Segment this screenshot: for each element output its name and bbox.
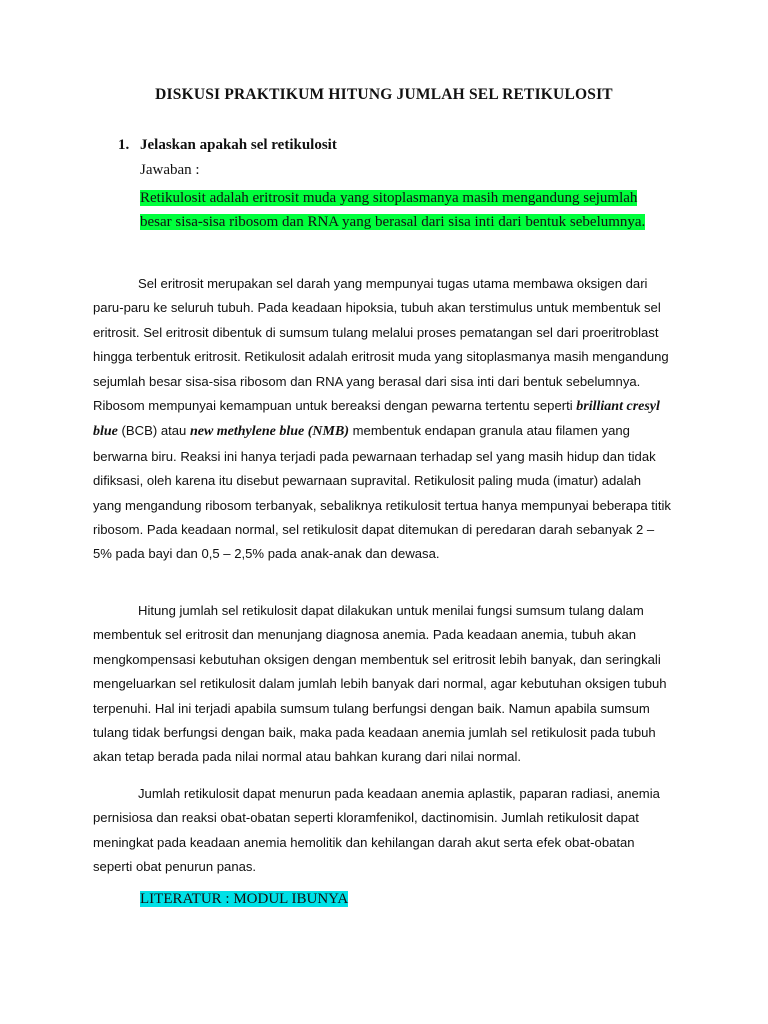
question-number: 1. — [118, 137, 130, 153]
paragraph-1-italic-2: new methylene blue (NMB) — [189, 424, 349, 440]
literature-text: LITERATUR : MODUL IBUNYA — [140, 891, 349, 907]
paragraph-2 — [93, 599, 673, 770]
document-title: DISKUSI PRAKTIKUM HITUNG JUMLAH SEL RETIKULOSIT — [155, 86, 613, 103]
paragraph-1-part-2: (BCB) atau — [121, 423, 187, 439]
paragraph-3 — [93, 782, 673, 880]
answer-label: Jawaban : — [140, 162, 200, 178]
answer-line-1: Retikulosit adalah eritrosit muda yang sitoplasmanya masih mengandung sejumlah — [140, 190, 638, 206]
paragraph-1 — [93, 272, 673, 567]
paragraph-3-text: Jumlah retikulosit dapat menurun pada keadaan anemia aplastik, paparan radiasi, anemia pernisiosa dan reaksi obat-obatan seperti kloramfenikol, dactinomisin. Jumlah retikulosit dapat meningkat pada keadaan anemia hemolitik dan kehilangan darah akut serta efek obat-obatan seperti obat penurun panas. — [93, 786, 660, 875]
paragraph-1-part-3: membentuk endapan granula atau filamen yang berwarna biru. — [93, 423, 630, 464]
answer-line-2: besar sisa-sisa ribosom dan RNA yang berasal dari sisa inti dari bentuk sebelumnya. — [140, 214, 646, 230]
question-text: Jelaskan apakah sel retikulosit — [140, 137, 337, 153]
literature-reference — [140, 891, 348, 908]
answer-text — [140, 186, 675, 234]
paragraph-1-part-1: Sel eritrosit merupakan sel darah yang mempunyai tugas utama membawa oksigen dari paru-paru ke seluruh tubuh. Pada keadaan hipoksia, tubuh akan terstimulus untuk membentuk sel eritrosit. Sel eritrosit dibentuk di sumsum tulang melalui proses pematangan sel dari proeritroblast hingga terbentuk eritrosit. Retikulosit adalah eritrosit muda yang sitoplasmanya masih mengandung sejumlah besar sisa-sisa ribosom dan RNA yang berasal dari sisa inti dari bentuk sebelumnya. Ribosom mempunyai kemampuan untuk bereaksi dengan pewarna tertentu seperti — [93, 276, 669, 414]
paragraph-1-italic-1: brilliant cresyl blue — [93, 399, 660, 440]
paragraph-2-text: Hitung jumlah sel retikulosit dapat dilakukan untuk menilai fungsi sumsum tulang dalam membentuk sel eritrosit dan menunjang diagnosa anemia. Pada keadaan anemia, tubuh akan mengkompensasi kebutuhan oksigen dengan membentuk sel eritrosit lebih banyak, dan seringkali mengeluarkan sel retikulosit dalam jumlah lebih banyak dari normal, agar kebutuhan oksigen tubuh terpenuhi. Hal ini terjadi apabila sumsum tulang berfungsi dengan baik. Namun apabila sumsum tulang tidak berfungsi dengan baik, maka pada keadaan anemia jumlah sel retikulosit pada tubuh akan tetap berada pada nilai normal atau bahkan kurang dari nilai normal. — [93, 603, 667, 765]
question-heading — [118, 137, 337, 154]
paragraph-1-part-4: Reaksi ini hanya terjadi pada pewarnaan terhadap sel yang masih hidup dan tidak difiksasi, oleh karena itu disebut pewarnaan supravital. Retikulosit paling muda (imatur) adalah yang mengandung ribosom terbanyak, sebaliknya retikulosit tertua hanya mempunyai beberapa titik ribosom. Pada keadaan normal, sel retikulosit dapat ditemukan di peredaran darah sebanyak 2 – 5% pada bayi dan 0,5 – 2,5% pada anak-anak dan dewasa. — [93, 448, 671, 562]
